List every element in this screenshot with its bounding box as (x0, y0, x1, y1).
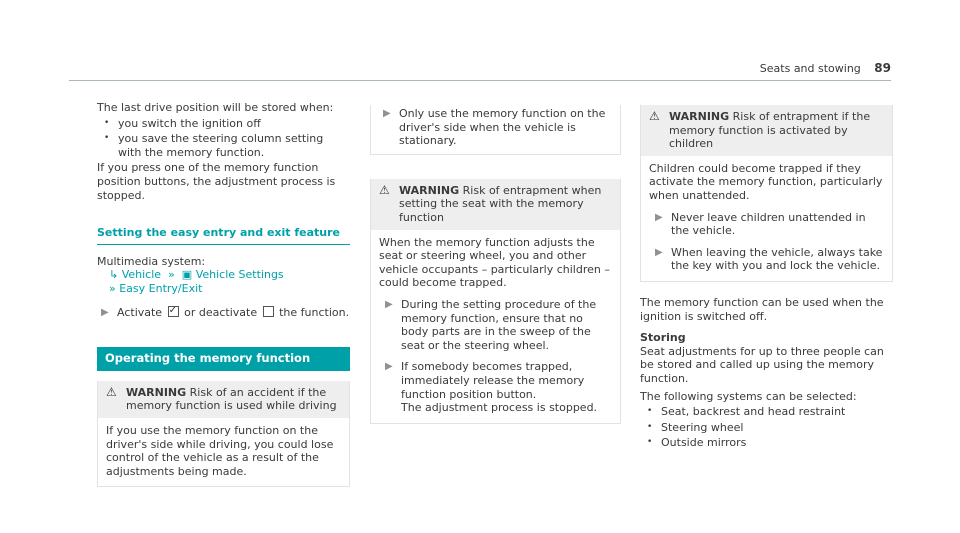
warning-body: Children could become trapped if they activate the memory function, particularly when unattended. (649, 161, 883, 202)
warning-box: ⚠ WARNING Risk of an accident if the memory function is used while driving If you use the memory function on the driver's side while driving, you could lose control of the vehicle as a result of the adjustments being made. (97, 381, 350, 488)
column-1 (97, 101, 350, 487)
action-step: ▶ If somebody becomes trapped, immediately release the memory function position button. The adjustment process is stopped. (385, 360, 598, 415)
intro-text: The last drive position will be stored when: (97, 101, 334, 114)
list-item: • Seat, backrest and head restraint (647, 405, 846, 419)
menu-path: Multimedia system: ↳ Vehicle » ▣ Vehicle Settings » Easy Entry/Exit (97, 254, 284, 295)
list-item: • Steering wheel (647, 420, 744, 434)
warning-triangle-icon: ⚠ (649, 109, 660, 123)
warning-triangle-icon: ⚠ (106, 384, 117, 399)
column-2 (370, 105, 621, 424)
step-arrow-icon: ▶ (385, 298, 393, 310)
list-item: • you switch the ignition off (104, 116, 261, 130)
step-arrow-icon: ▶ (655, 211, 663, 223)
warning-body: When the memory function adjusts the seat or steering wheel, you and other vehicle occupants – particularly children – could become trapped. (379, 235, 610, 290)
action-step: ▶ During the setting procedure of the memory function, ensure that no body parts are in the sweep of the seat or the steering wheel. (385, 297, 597, 352)
bullet-icon: • (647, 406, 653, 417)
warning-body: If you use the memory function on the driver's side while driving, you could lose control of the vehicle as a result of the adjustments being made. (106, 423, 334, 478)
step-arrow-icon: ▶ (101, 306, 109, 318)
body-text: If you press one of the memory function position buttons, the adjustment process is stopped. (97, 161, 336, 202)
step-arrow-icon: ▶ (383, 108, 391, 119)
page-number: 89 (874, 61, 891, 75)
bullet-icon: • (647, 421, 653, 432)
bullet-icon: • (104, 133, 110, 144)
action-step: ▶ Only use the memory function on the driver's side when the vehicle is stationary. (383, 107, 606, 148)
menu-link-vehicle[interactable]: Vehicle (121, 268, 162, 282)
checkbox-empty-icon (263, 306, 274, 317)
chevron-icon: » (164, 268, 179, 282)
section-bar: Operating the memory function (97, 347, 350, 371)
body-text: The following systems can be selected: (640, 389, 857, 403)
action-step: ▶ Never leave children unattended in the vehicle. (655, 210, 866, 238)
car-settings-icon: ▣ (181, 268, 193, 282)
step-arrow-icon: ▶ (385, 361, 393, 373)
menu-link-easy-entry[interactable]: Easy Entry/Exit (119, 281, 203, 295)
subheading: Storing (640, 331, 686, 345)
warning-continued (370, 105, 621, 155)
bullet-icon: • (647, 437, 653, 448)
step-arrow-icon: ▶ (655, 246, 663, 258)
body-text: Seat adjustments for up to three people can be stored and called up using the memory function. (640, 344, 884, 385)
warning-triangle-icon: ⚠ (379, 182, 390, 197)
list-item: • you save the steering column setting with the memory function. (104, 132, 324, 159)
bullet-icon: • (104, 117, 110, 128)
page-header (760, 62, 891, 76)
warning-box: ⚠ WARNING Risk of entrapment when setting the seat with the memory function When the memory function adjusts the seat or steering wheel, you and other vehicle occupants – particularly children – could become trapped. ▶ During the setting procedure of the memory function, ensure that no body parts are in the sweep of the seat or the steering wheel. ▶ If somebody becomes trapped, immediately release the memory function position button. The adjustment process is stopped. (370, 179, 621, 424)
section-title: Seats and stowing (759, 62, 861, 75)
menu-link-vehicle-settings[interactable]: Vehicle Settings (195, 268, 284, 282)
section-heading: Setting the easy entry and exit feature (97, 226, 350, 245)
action-step: ▶ When leaving the vehicle, always take the key with you and lock the vehicle. (655, 245, 883, 273)
chevron-icon: » (109, 281, 116, 295)
warning-box: ⚠ WARNING Risk of entrapment if the memory function is activated by children Children could become trapped if they activate the memory function, particularly when unattended. ▶ Never leave children unattended in the vehicle. ▶ When leaving the vehicle, always take the key with you and lock the vehicle. (640, 105, 893, 282)
body-text: The memory function can be used when the ignition is switched off. (640, 295, 884, 323)
list-item: • Outside mirrors (647, 436, 747, 450)
menu-arrow-icon: ↳ (109, 268, 119, 282)
action-step: ▶ Activate ✓ or deactivate the function. (101, 306, 350, 320)
column-3 (640, 105, 893, 452)
checkbox-checked-icon (168, 306, 179, 317)
header-rule (69, 80, 891, 81)
